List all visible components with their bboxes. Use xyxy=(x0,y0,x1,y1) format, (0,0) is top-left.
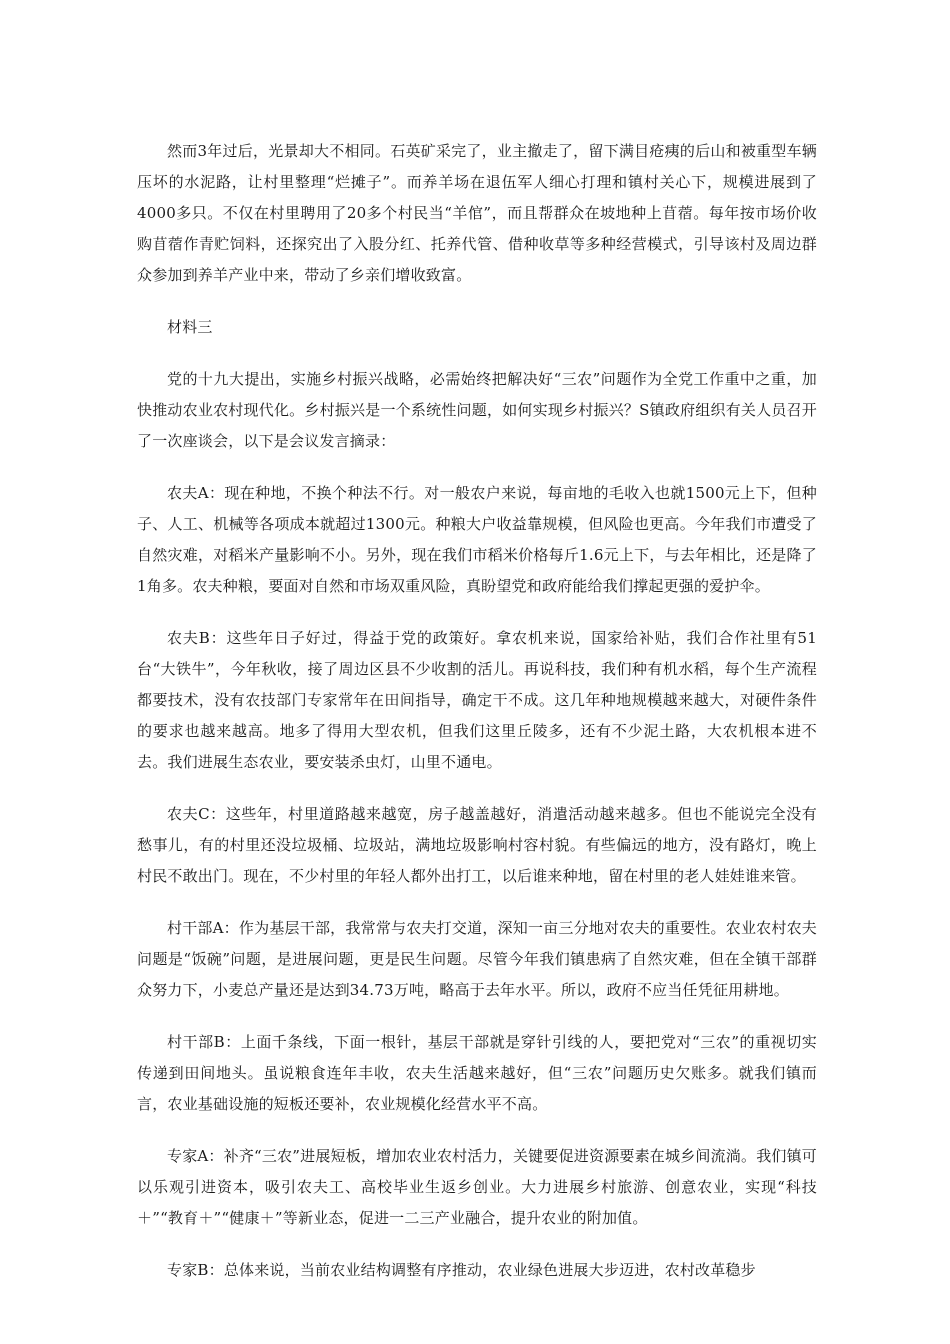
speaker-label: 专家A： xyxy=(167,1147,224,1165)
speech-text: 总体来说，当前农业结构调整有序推动，农业绿色进展大步迈进，农村改革稳步 xyxy=(223,1261,756,1279)
speaker-label: 农夫C： xyxy=(167,805,226,823)
speaker-label: 村干部A： xyxy=(167,919,239,937)
speech-text: 这些年，村里道路越来越宽，房子越盖越好，消遣活动越来越多。但也不能说完全没有愁事儿，有的村里还没垃圾桶、垃圾站，满地垃圾影响村容村貌。有些偏远的地方，没有路灯，晚上村民不敢出门。现在，不少村里的年轻人都外出打工，以后谁来种地，留在村里的老人娃娃谁来管。 xyxy=(137,805,818,885)
paragraph-intro: 然而3年过后，光景却大不相同。石英矿采完了，业主撤走了，留下满目疮痍的后山和被重型车辆压坏的水泥路，让村里整理“烂摊子”。而养羊场在退伍军人细心打理和镇村关心下，规模进展到了4000多只。不仅在村里聘用了20多个村民当“羊倌”，而且帮群众在坡地种上苜蓿。每年按市场价收购苜蓿作青贮饲料，还探究出了入股分红、托养代管、借种收草等多种经营模式，引导该村及周边群众参加到养羊产业中来，带动了乡亲们增收致富。 xyxy=(137,142,817,284)
speaker-label: 专家B： xyxy=(167,1261,224,1279)
speaker-label: 农夫A： xyxy=(167,484,225,502)
speech-text: 补齐“三农”进展短板，增加农业农村活力，关键要促进资源要素在城乡间流淌。我们镇可以乐观引进资本，吸引农夫工、高校毕业生返乡创业。大力进展乡村旅游、创意农业，实现“科技＋”“教育＋”“健康＋”等新业态，促进一二三产业融合，提升农业的附加值。 xyxy=(137,1147,817,1227)
section-heading-material-3: 材料三 xyxy=(167,318,213,336)
speech-farmer-a xyxy=(137,478,817,602)
speech-text: 这些年日子好过，得益于党的政策好。拿农机来说，国家给补贴，我们合作社里有51台“大铁牛”，今年秋收，接了周边区县不少收割的活儿。再说科技，我们种有机水稻，每个生产流程都要技术，没有农技部门专家常年在田间指导，确定干不成。这几年种地规模越来越大，对硬件条件的要求也越来越高。地多了得用大型农机，但我们这里丘陵多，还有不少泥土路，大农机根本进不去。我们进展生态农业，要安装杀虫灯，山里不通电。 xyxy=(137,629,817,771)
speech-cadre-a xyxy=(137,913,817,1006)
document-page xyxy=(137,136,817,1307)
speech-farmer-b xyxy=(137,623,817,778)
speech-text: 现在种地，不换个种法不行。对一般农户来说，每亩地的毛收入也就1500元上下，但种子、人工、机械等各项成本就超过1300元。种粮大户收益靠规模，但风险也更高。今年我们市遭受了自然灾难，对稻米产量影响不小。另外，现在我们市稻米价格每斤1.6元上下，与去年相比，还是降了1角多。农夫种粮，要面对自然和市场双重风险，真盼望党和政府能给我们撑起更强的爱护伞。 xyxy=(137,484,817,595)
speaker-label: 村干部B： xyxy=(167,1033,241,1051)
speech-farmer-c xyxy=(137,799,817,892)
speech-text: 上面千条线，下面一根针，基层干部就是穿针引线的人，要把党对“三农”的重视切实传递到田间地头。虽说粮食连年丰收，农夫生活越来越好，但“三农”问题历史欠账多。就我们镇而言，农业基础设施的短板还要补，农业规模化经营水平不高。 xyxy=(137,1033,817,1113)
speech-expert-b xyxy=(137,1255,817,1286)
speech-expert-a xyxy=(137,1141,817,1234)
speech-text: 作为基层干部，我常常与农夫打交道，深知一亩三分地对农夫的重要性。农业农村农夫问题是“饭碗”问题，是进展问题，更是民生问题。尽管今年我们镇患病了自然灾难，但在全镇干部群众努力下，小麦总产量还是达到34.73万吨，略高于去年水平。所以，政府不应当任凭征用耕地。 xyxy=(137,919,817,999)
speech-cadre-b xyxy=(137,1027,817,1120)
speaker-label: 农夫B： xyxy=(167,629,227,647)
paragraph-context: 党的十九大提出，实施乡村振兴战略，必需始终把解决好“三农”问题作为全党工作重中之重，加快推动农业农村现代化。乡村振兴是一个系统性问题，如何实现乡村振兴？S镇政府组织有关人员召开了一次座谈会，以下是会议发言摘录： xyxy=(137,370,817,450)
